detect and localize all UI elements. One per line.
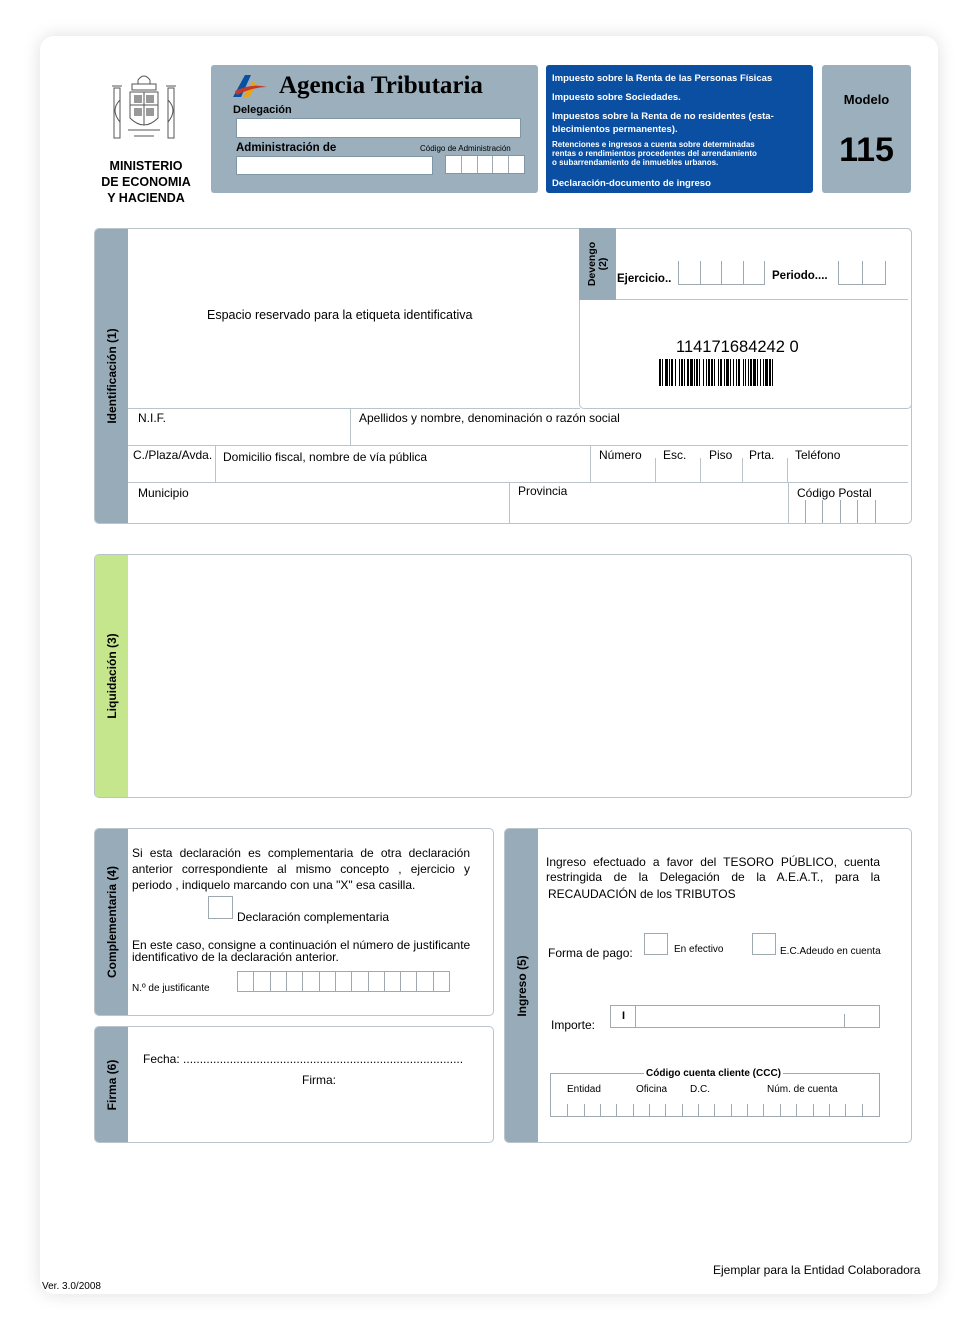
agency-title: Agencia Tributaria <box>279 72 483 99</box>
importe-end-tick <box>844 1014 845 1027</box>
cp-label: Código Postal <box>797 486 872 500</box>
liquidacion-section <box>94 554 912 798</box>
ejercicio-label: Ejercicio.. <box>617 273 672 285</box>
oficina-label: Oficina <box>636 1084 668 1095</box>
devengo-sidebar <box>579 228 616 300</box>
efectivo-label: En efectivo <box>674 944 724 955</box>
complementaria-checkbox[interactable] <box>208 896 233 919</box>
modelo-box <box>822 65 911 193</box>
devengo-label: Devengo (2) <box>585 241 609 287</box>
telefono-divider <box>787 458 788 482</box>
identificacion-label: Identificación (1) <box>104 328 119 424</box>
complementaria-text-1: Si esta declaración es complementaria de otra declaración <box>132 846 470 860</box>
justificante-label: N.º de justificante <box>132 983 210 994</box>
agency-logo-icon <box>231 71 269 101</box>
domicilio-label: Domicilio fiscal, nombre de vía pública <box>223 450 428 464</box>
municipio-label: Municipio <box>138 486 189 500</box>
tax-line-1: Impuesto sobre la Renta de las Personas Físicas <box>552 73 773 84</box>
periodo-label: Periodo.... <box>772 270 828 282</box>
complementaria-note-2: identificativo de la declaración anterior. <box>132 950 339 964</box>
fecha-field[interactable]: Fecha: .................................................................................... <box>143 1052 464 1066</box>
ministry-name: MINISTERIO DE ECONOMIA Y HACIENDA <box>101 159 191 205</box>
ingreso-label: Ingreso (5) <box>514 954 529 1017</box>
modelo-label: Modelo <box>843 92 890 107</box>
adeudo-label: E.C.Adeudo en cuenta <box>780 946 881 957</box>
firma-label: Firma (6) <box>104 1059 119 1110</box>
tax-line-2: Impuesto sobre Sociedades. <box>552 92 681 103</box>
firma-section <box>94 1026 494 1143</box>
complementaria-text-3: periodo , indiquelo marcando con una "X" esa casilla. <box>132 878 416 892</box>
version-text: Ver. 3.0/2008 <box>42 1281 101 1292</box>
nif-label: N.I.F. <box>138 411 167 425</box>
ingreso-text-1: Ingreso efectuado a favor del TESORO PÚBLICO, cuenta <box>546 855 880 869</box>
delegacion-field[interactable] <box>236 118 521 138</box>
tax-line-5: Retenciones e ingresos a cuenta sobre determinadas <box>552 140 755 149</box>
justificante-field[interactable] <box>237 971 450 992</box>
piso-divider <box>700 458 701 482</box>
forma-pago-label: Forma de pago: <box>548 946 633 960</box>
ccc-label: Código cuenta cliente (CCC) <box>646 1068 782 1079</box>
periodo-field[interactable] <box>838 261 886 285</box>
dc-label: D.C. <box>690 1084 710 1095</box>
id-row-line-3 <box>128 482 908 483</box>
ccc-ticks <box>552 1104 878 1116</box>
ejercicio-field[interactable] <box>678 261 765 285</box>
firma-field-label: Firma: <box>302 1073 336 1087</box>
codigo-admin-label: Código de Administración <box>420 144 511 153</box>
complementaria-sidebar <box>95 829 128 1015</box>
provincia-divider <box>509 483 510 523</box>
cp-field[interactable] <box>788 500 876 523</box>
tax-description-box <box>546 65 813 193</box>
ingreso-text-2: restringida de la Delegación de la A.E.A.T., para la <box>546 870 880 884</box>
ingreso-text-3: RECAUDACIÓN de los TRIBUTOS <box>548 887 736 901</box>
efectivo-checkbox[interactable] <box>644 933 668 955</box>
prta-divider <box>742 458 743 482</box>
provincia-label: Provincia <box>518 484 568 498</box>
tax-line-7: o subarrendamiento de inmuebles urbanos. <box>552 158 719 167</box>
tax-line-8: Declaración-documento de ingreso <box>552 178 711 189</box>
coat-of-arms-icon <box>108 70 180 148</box>
complementaria-text-2: anterior correspondiente al mismo concepto , ejercicio y <box>132 862 470 876</box>
complementaria-label: Complementaria (4) <box>104 865 119 979</box>
telefono-label: Teléfono <box>795 448 841 462</box>
ingreso-sidebar <box>505 829 538 1142</box>
tax-line-6: rentas o rendimientos procedentes del arrendamiento <box>552 149 757 158</box>
administracion-label: Administración de <box>236 142 337 154</box>
administracion-field[interactable] <box>236 156 433 175</box>
importe-label: Importe: <box>551 1018 596 1032</box>
numero-label: Número <box>599 448 642 462</box>
esc-label: Esc. <box>663 448 687 462</box>
via-label: C./Plaza/Avda. <box>133 448 213 462</box>
piso-label: Piso <box>709 448 733 462</box>
tax-line-3: Impuestos sobre la Renta de no residentes (esta- <box>552 111 774 122</box>
complementaria-checkbox-label: Declaración complementaria <box>237 910 390 924</box>
prta-label: Prta. <box>749 448 775 462</box>
firma-sidebar <box>95 1027 128 1142</box>
barcode-number: 114171684242 0 <box>676 338 799 356</box>
adeudo-checkbox[interactable] <box>752 933 776 955</box>
id-row-line-2 <box>128 445 908 446</box>
reserved-label-text: Espacio reservado para la etiqueta identificativa <box>207 308 473 322</box>
nif-divider <box>350 409 351 445</box>
modelo-number: 115 <box>839 131 894 169</box>
numero-divider <box>590 446 591 482</box>
delegacion-label: Delegación <box>233 104 292 116</box>
barcode-icon <box>659 359 822 386</box>
ejemplar-text: Ejemplar para la Entidad Colaboradora <box>713 1263 921 1277</box>
liquidacion-label: Liquidación (3) <box>104 633 119 719</box>
importe-field[interactable] <box>610 1005 880 1028</box>
complementaria-note-1: En este caso, consigne a continuación el número de justificante <box>132 938 471 952</box>
nombre-label: Apellidos y nombre, denominación o razón social <box>359 411 620 425</box>
liquidacion-sidebar <box>95 555 128 797</box>
entidad-label: Entidad <box>567 1084 601 1095</box>
tax-line-4: blecimientos permanentes). <box>552 124 678 135</box>
importe-prefix: I <box>622 1010 626 1022</box>
identificacion-sidebar <box>95 229 128 523</box>
via-divider <box>215 446 216 482</box>
esc-divider <box>655 458 656 482</box>
devengo-divider <box>616 299 908 300</box>
codigo-admin-field[interactable] <box>445 155 525 174</box>
cuenta-label: Núm. de cuenta <box>767 1084 838 1095</box>
importe-divider <box>635 1006 636 1027</box>
id-row-line-1 <box>128 408 580 409</box>
